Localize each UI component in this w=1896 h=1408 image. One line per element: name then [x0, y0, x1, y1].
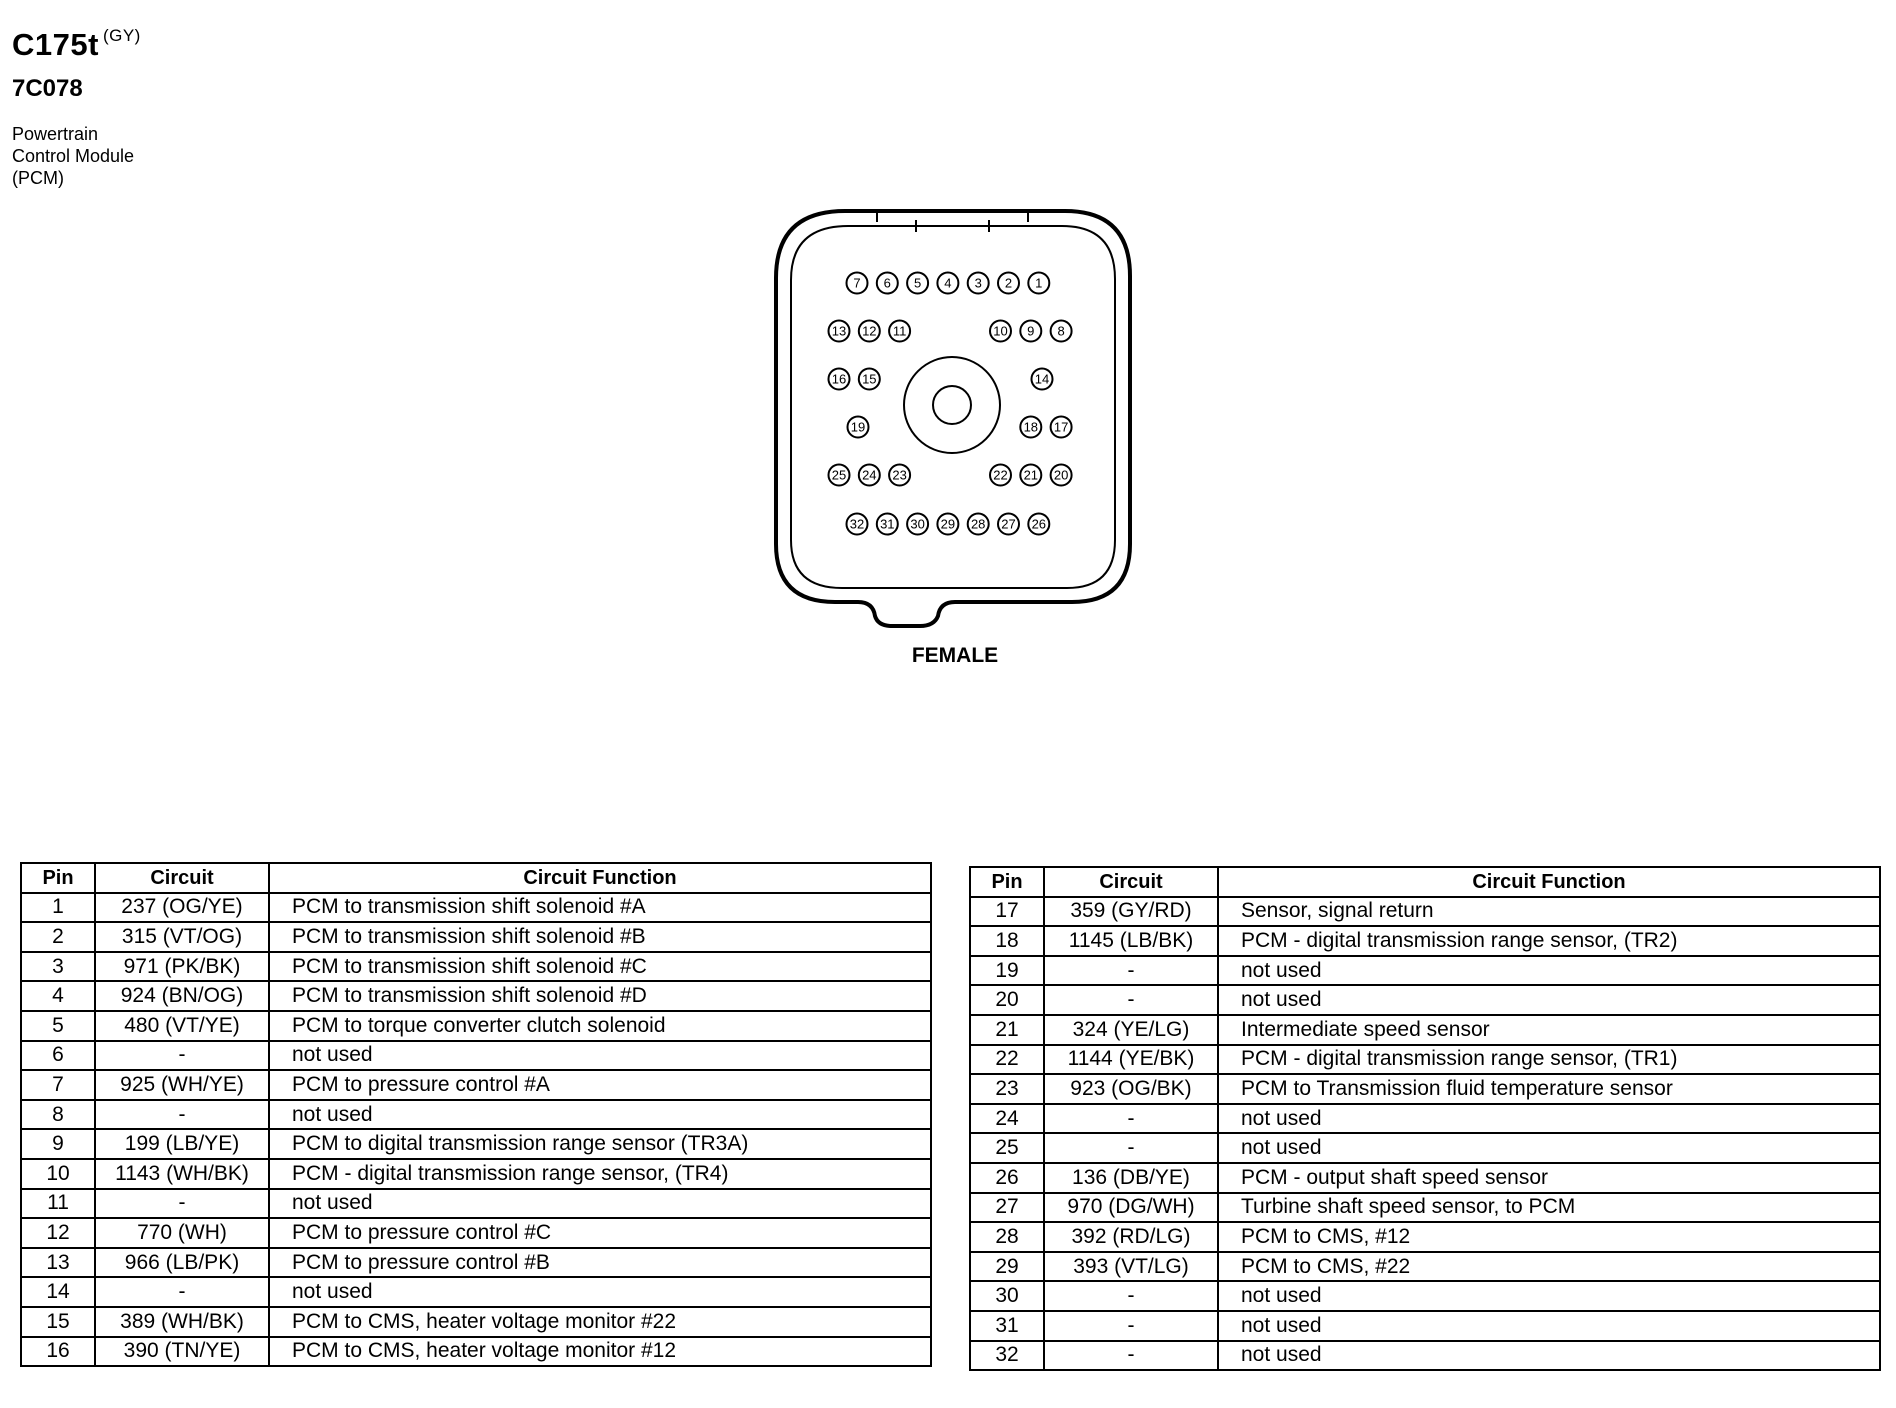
table-row [970, 1193, 1880, 1223]
function-cell: PCM - digital transmission range sensor, (TR1) [1218, 1045, 1880, 1075]
connector-pin-number: 19 [850, 419, 866, 435]
table-row [21, 1248, 931, 1278]
function-cell: PCM to pressure control #B [269, 1248, 931, 1278]
function-cell: PCM to transmission shift solenoid #A [269, 893, 931, 923]
connector-pin-number: 22 [993, 467, 1008, 483]
pin-cell: 9 [21, 1129, 95, 1159]
table-row [970, 1281, 1880, 1311]
function-cell: PCM to pressure control #A [269, 1070, 931, 1100]
pin-cell: 14 [21, 1277, 95, 1307]
function-cell: not used [269, 1100, 931, 1130]
connector-pin-number: 5 [913, 275, 922, 291]
connector-pin-number: 18 [1023, 419, 1039, 435]
function-cell: PCM to CMS, heater voltage monitor #22 [269, 1307, 931, 1337]
function-cell: not used [1218, 1133, 1880, 1163]
pin-cell: 1 [21, 893, 95, 923]
connector-pin [907, 514, 928, 535]
connector-pin [859, 369, 880, 390]
function-cell: not used [1218, 956, 1880, 986]
circuit-cell: 971 (PK/BK) [95, 952, 269, 982]
connector-pin [1051, 465, 1072, 486]
table-row [21, 1218, 931, 1248]
function-cell: Turbine shaft speed sensor, to PCM [1218, 1193, 1880, 1223]
circuit-cell: - [1044, 956, 1218, 986]
connector-pin [1020, 417, 1041, 438]
circuit-cell: 393 (VT/LG) [1044, 1252, 1218, 1282]
connector-pin-number: 8 [1057, 323, 1065, 339]
pin-cell: 18 [970, 926, 1044, 956]
connector-pin-number: 2 [1004, 275, 1013, 291]
table-row [970, 926, 1880, 956]
connector-pin [859, 321, 880, 342]
table-row [21, 922, 931, 952]
table-row [970, 956, 1880, 986]
connector-pin [990, 321, 1011, 342]
connector-pin [877, 273, 898, 294]
connector-id-text: C175t [12, 27, 99, 62]
connector-pin-number: 24 [862, 467, 877, 483]
table-row [21, 1041, 931, 1071]
table-row [970, 1222, 1880, 1252]
function-cell: not used [1218, 1311, 1880, 1341]
connector-pin [1032, 369, 1053, 390]
table-row [970, 897, 1880, 927]
circuit-cell: - [1044, 1311, 1218, 1341]
connector-color-code: (GY) [102, 26, 141, 45]
circuit-cell: - [95, 1189, 269, 1219]
connector-pin-number: 13 [831, 323, 847, 339]
connector-pin [889, 321, 910, 342]
connector-pin [847, 514, 868, 535]
connector-pin [998, 273, 1019, 294]
table-row [970, 1045, 1880, 1075]
connector-pin [990, 465, 1011, 486]
table-row [21, 1129, 931, 1159]
circuit-cell: 925 (WH/YE) [95, 1070, 269, 1100]
pin-cell: 27 [970, 1193, 1044, 1223]
pin-cell: 3 [21, 952, 95, 982]
table-row [21, 1277, 931, 1307]
pin-cell: 6 [21, 1041, 95, 1071]
circuit-cell: 324 (YE/LG) [1044, 1015, 1218, 1045]
table-row [970, 1341, 1880, 1371]
pin-cell: 23 [970, 1074, 1044, 1104]
description-line: Powertrain [12, 124, 99, 144]
pin-cell: 4 [21, 981, 95, 1011]
connector-pin-number: 1 [1035, 275, 1043, 291]
center-boss-outer [904, 357, 1000, 453]
connector-pin-number: 16 [831, 371, 847, 387]
pin-cell: 7 [21, 1070, 95, 1100]
table-row [21, 1189, 931, 1219]
circuit-cell: - [1044, 985, 1218, 1015]
pin-cell: 2 [21, 922, 95, 952]
circuit-cell: 315 (VT/OG) [95, 922, 269, 952]
circuit-cell: - [1044, 1341, 1218, 1371]
connector-pin-number: 29 [940, 516, 956, 532]
connector-pin [968, 273, 989, 294]
circuit-cell: 136 (DB/YE) [1044, 1163, 1218, 1193]
pin-column-header: Pin [970, 867, 1044, 897]
function-cell: PCM - output shaft speed sensor [1218, 1163, 1880, 1193]
function-cell: PCM to transmission shift solenoid #B [269, 922, 931, 952]
function-column-header: Circuit Function [269, 863, 931, 893]
connector-pin-number: 28 [970, 516, 986, 532]
connector-pin-number: 12 [862, 323, 877, 339]
connector-pin-number: 26 [1031, 516, 1047, 532]
pin-cell: 15 [21, 1307, 95, 1337]
circuit-cell: 1145 (LB/BK) [1044, 926, 1218, 956]
connector-pin-number: 11 [892, 323, 907, 339]
connector-pin [1028, 273, 1049, 294]
connector-pin-number: 3 [974, 275, 982, 291]
connector-pin-number: 32 [849, 516, 865, 532]
table-row [21, 952, 931, 982]
table-row [21, 1337, 931, 1367]
function-cell: PCM to Transmission fluid temperature sensor [1218, 1074, 1880, 1104]
pin-cell: 17 [970, 897, 1044, 927]
pin-cell: 25 [970, 1133, 1044, 1163]
connector-pin [859, 465, 880, 486]
description-line: Control Module [12, 146, 135, 166]
connector-pin-number: 15 [862, 371, 877, 387]
table-row [970, 1104, 1880, 1134]
table-row [970, 1252, 1880, 1282]
pin-cell: 29 [970, 1252, 1044, 1282]
table-row [21, 981, 931, 1011]
connector-pin-number: 10 [993, 323, 1008, 339]
circuit-cell: 392 (RD/LG) [1044, 1222, 1218, 1252]
function-cell: PCM - digital transmission range sensor, (TR2) [1218, 926, 1880, 956]
pin-cell: 12 [21, 1218, 95, 1248]
table-row [970, 985, 1880, 1015]
table-row [21, 1011, 931, 1041]
circuit-cell: 359 (GY/RD) [1044, 897, 1218, 927]
function-cell: PCM to pressure control #C [269, 1218, 931, 1248]
pin-cell: 20 [970, 985, 1044, 1015]
pin-table-right [969, 866, 1881, 1371]
table-row [970, 1015, 1880, 1045]
pin-cell: 32 [970, 1341, 1044, 1371]
connector-pin [1020, 321, 1041, 342]
table-row [21, 1070, 931, 1100]
function-cell: PCM - digital transmission range sensor, (TR4) [269, 1159, 931, 1189]
connector-pin-number: 31 [880, 516, 895, 532]
circuit-cell: 1143 (WH/BK) [95, 1159, 269, 1189]
table-row [970, 1163, 1880, 1193]
function-cell: not used [269, 1189, 931, 1219]
pin-cell: 31 [970, 1311, 1044, 1341]
connector-pin-number: 4 [944, 275, 952, 291]
function-cell: Intermediate speed sensor [1218, 1015, 1880, 1045]
circuit-cell: - [1044, 1133, 1218, 1163]
circuit-cell: - [1044, 1104, 1218, 1134]
connector-pin [889, 465, 910, 486]
center-boss-inner [933, 386, 971, 424]
part-number: 7C078 [12, 75, 83, 102]
table-header-row [21, 863, 931, 893]
pin-cell: 21 [970, 1015, 1044, 1045]
connector-pins [829, 273, 1072, 535]
connector-pin [848, 417, 869, 438]
pin-cell: 30 [970, 1281, 1044, 1311]
function-cell: PCM to transmission shift solenoid #C [269, 952, 931, 982]
connector-pin [998, 514, 1019, 535]
function-cell: PCM to CMS, #22 [1218, 1252, 1880, 1282]
connector-pin-number: 23 [892, 467, 907, 483]
connector-pin [877, 514, 898, 535]
circuit-cell: 237 (OG/YE) [95, 893, 269, 923]
table-row [21, 1307, 931, 1337]
connector-pin [968, 514, 989, 535]
connector-pin-number: 17 [1053, 419, 1069, 435]
circuit-cell: 1144 (YE/BK) [1044, 1045, 1218, 1075]
function-cell: not used [1218, 1341, 1880, 1371]
circuit-cell: 970 (DG/WH) [1044, 1193, 1218, 1223]
connector-pin-number: 30 [910, 516, 925, 532]
connector-pin-number: 7 [853, 275, 861, 291]
circuit-column-header: Circuit [1044, 867, 1218, 897]
circuit-cell: 390 (TN/YE) [95, 1337, 269, 1367]
circuit-cell: 966 (LB/PK) [95, 1248, 269, 1278]
circuit-cell: 480 (VT/YE) [95, 1011, 269, 1041]
connector-pin-number: 21 [1023, 467, 1039, 483]
connector-pin-number: 25 [831, 467, 847, 483]
function-cell: Sensor, signal return [1218, 897, 1880, 927]
table-row [970, 1311, 1880, 1341]
pin-cell: 22 [970, 1045, 1044, 1075]
function-cell: not used [269, 1041, 931, 1071]
pin-cell: 8 [21, 1100, 95, 1130]
function-cell: not used [1218, 1281, 1880, 1311]
table-row [21, 1100, 931, 1130]
connector-pin-number: 6 [883, 275, 891, 291]
table-row [970, 1074, 1880, 1104]
pin-cell: 10 [21, 1159, 95, 1189]
function-cell: PCM to torque converter clutch solenoid [269, 1011, 931, 1041]
pin-cell: 16 [21, 1337, 95, 1367]
circuit-column-header: Circuit [95, 863, 269, 893]
pin-column-header: Pin [21, 863, 95, 893]
description-line: (PCM) [12, 168, 64, 188]
circuit-cell: - [1044, 1281, 1218, 1311]
connector-pin [937, 273, 958, 294]
circuit-cell: 389 (WH/BK) [95, 1307, 269, 1337]
circuit-cell: - [95, 1100, 269, 1130]
connector-pin [829, 465, 850, 486]
circuit-cell: 923 (OG/BK) [1044, 1074, 1218, 1104]
connector-pin-number: 27 [1001, 516, 1016, 532]
connector-pin-number: 20 [1053, 467, 1069, 483]
pin-cell: 19 [970, 956, 1044, 986]
pin-cell: 13 [21, 1248, 95, 1278]
circuit-cell: - [95, 1277, 269, 1307]
connector-gender-label: FEMALE [911, 644, 999, 667]
pin-cell: 28 [970, 1222, 1044, 1252]
connector-pin [937, 514, 958, 535]
function-cell: PCM to CMS, heater voltage monitor #12 [269, 1337, 931, 1367]
circuit-cell: - [95, 1041, 269, 1071]
connector-pin [847, 273, 868, 294]
connector-pin [829, 369, 850, 390]
pin-table-left [20, 862, 932, 1367]
function-cell: not used [269, 1277, 931, 1307]
circuit-cell: 199 (LB/YE) [95, 1129, 269, 1159]
function-cell: PCM to transmission shift solenoid #D [269, 981, 931, 1011]
table-row [970, 1133, 1880, 1163]
connector-pin [1051, 417, 1072, 438]
function-column-header: Circuit Function [1218, 867, 1880, 897]
function-cell: PCM to CMS, #12 [1218, 1222, 1880, 1252]
function-cell: PCM to digital transmission range sensor (TR3A) [269, 1129, 931, 1159]
connector-pin-number: 14 [1034, 371, 1050, 387]
connector-pin [1020, 465, 1041, 486]
circuit-cell: 924 (BN/OG) [95, 981, 269, 1011]
table-row [21, 1159, 931, 1189]
table-row [21, 893, 931, 923]
function-cell: not used [1218, 1104, 1880, 1134]
connector-pin-number: 9 [1027, 323, 1035, 339]
pin-cell: 24 [970, 1104, 1044, 1134]
connector-pin [829, 321, 850, 342]
pin-cell: 5 [21, 1011, 95, 1041]
connector-pin [907, 273, 928, 294]
table-header-row [970, 867, 1880, 897]
pin-cell: 26 [970, 1163, 1044, 1193]
pin-cell: 11 [21, 1189, 95, 1219]
connector-pin [1051, 321, 1072, 342]
function-cell: not used [1218, 985, 1880, 1015]
connector-face-diagram [0, 0, 1896, 700]
circuit-cell: 770 (WH) [95, 1218, 269, 1248]
connector-pin [1028, 514, 1049, 535]
